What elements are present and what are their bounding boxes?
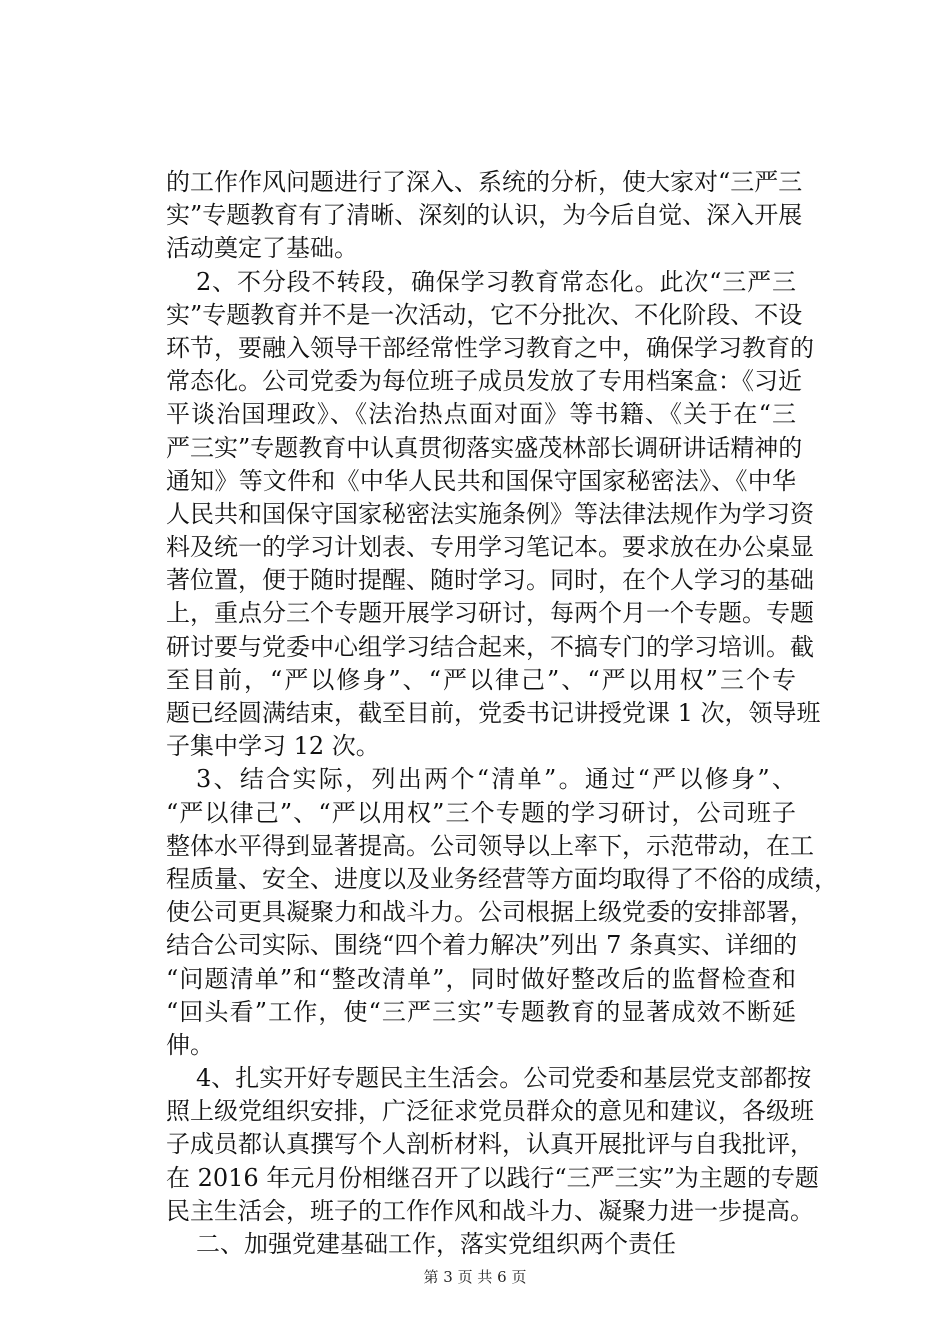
- page-footer: 第 3 页 共 6 页: [423, 1268, 527, 1286]
- text-line: 活动奠定了基础。: [166, 234, 358, 263]
- text-line: 平谈治国理政》、《法治热点面对面》等书籍、《关于在“三: [166, 400, 796, 429]
- text-line: 严三实”专题教育中认真贯彻落实盛茂林部长调研讲话精神的: [166, 433, 803, 462]
- text-line: 子成员都认真撰写个人剖析材料，认真开展批评与自我批评，: [166, 1130, 814, 1159]
- text-line: 人民共和国保守国家秘密法实施条例》等法律法规作为学习资: [166, 499, 814, 528]
- text-line: 实”专题教育有了清晰、深刻的认识，为今后自觉、深入开展: [166, 201, 803, 230]
- text-line: 实”专题教育并不是一次活动，它不分批次、不化阶段、不设: [166, 300, 803, 329]
- text-line: 在 2016 年元月份相继召开了以践行“三严三实”为主题的专题: [166, 1163, 819, 1192]
- text-line: 上，重点分三个专题开展学习研讨，每两个月一个专题。专题: [166, 599, 814, 628]
- text-line: 伸。: [166, 1030, 214, 1059]
- text-line: “问题清单”和“整改清单”，同时做好整改后的监督检查和: [166, 964, 796, 993]
- text-line: 程质量、安全、进度以及业务经营等方面均取得了不俗的成绩，: [166, 864, 838, 893]
- text-line: 照上级党组织安排，广泛征求党员群众的意见和建议，各级班: [166, 1097, 814, 1126]
- text-line: 4、扎实开好专题民主生活会。公司党委和基层党支部都按: [196, 1064, 812, 1093]
- text-line: 著位置，便于随时提醒、随时学习。同时，在个人学习的基础: [166, 566, 814, 595]
- text-line: 环节，要融入领导干部经常性学习教育之中，确保学习教育的: [166, 333, 814, 362]
- text-line: 通知》等文件和《中华人民共和国保守国家秘密法》、《中华: [166, 466, 796, 495]
- text-line: “严以律己”、“严以用权”三个专题的学习研讨，公司班子: [166, 798, 796, 827]
- text-line: 的工作作风问题进行了深入、系统的分析，使大家对“三严三: [166, 168, 803, 196]
- text-line: 研讨要与党委中心组学习结合起来，不搞专门的学习培训。截: [166, 632, 814, 661]
- text-line: 使公司更具凝聚力和战斗力。公司根据上级党委的安排部署，: [166, 898, 814, 927]
- text-line: 2、不分段不转段，确保学习教育常态化。此次“三严三: [196, 267, 796, 296]
- text-line: 料及统一的学习计划表、专用学习笔记本。要求放在办公桌显: [166, 533, 814, 562]
- text-line: 常态化。公司党委为每位班子成员发放了专用档案盒：《习近: [166, 367, 802, 396]
- text-line: 子集中学习 12 次。: [166, 732, 380, 761]
- text-line: 题已经圆满结束，截至目前，党委书记讲授党课 1 次，领导班: [166, 699, 821, 727]
- text-line: 3、结合实际，列出两个“清单”。通过“严以修身”、: [196, 765, 796, 794]
- text-line: 二、加强党建基础工作，落实党组织两个责任: [196, 1230, 676, 1258]
- text-line: 至目前，“严以修身”、“严以律己”、“严以用权”三个专: [166, 665, 796, 694]
- text-line: 整体水平得到显著提高。公司领导以上率下，示范带动，在工: [166, 831, 814, 860]
- text-line: 结合公司实际、围绕“四个着力解决”列出 7 条真实、详细的: [166, 931, 798, 960]
- text-line: 民主生活会，班子的工作作风和战斗力、凝聚力进一步提高。: [166, 1196, 814, 1225]
- document-body: [166, 166, 838, 1261]
- text-line: “回头看”工作，使“三严三实”专题教育的显著成效不断延: [166, 997, 796, 1026]
